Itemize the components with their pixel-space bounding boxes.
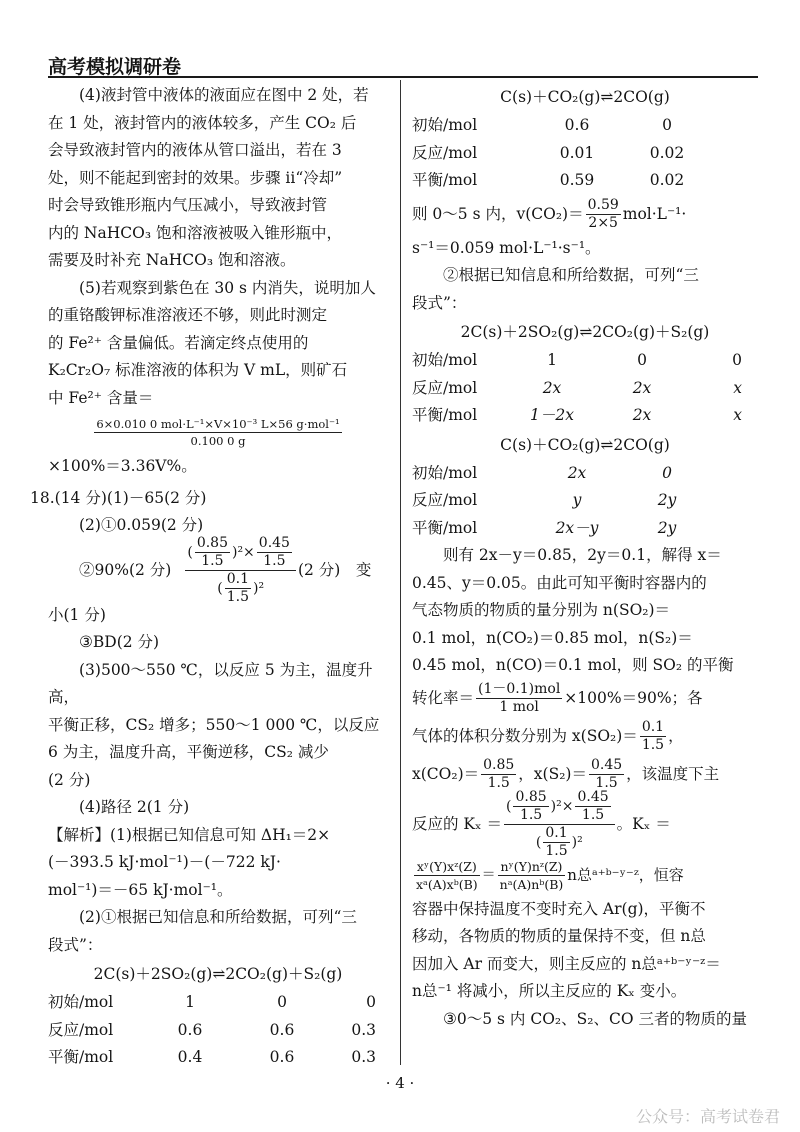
tail-line: n总⁻¹ 将减小，所以主反应的 Kₓ 变小。 [412,982,687,1000]
kx-s2-num: 0.45 [258,535,290,551]
p2-intro: ②根据已知信息和所给数据，可列“三 [443,266,699,284]
watermark: 公众号：高考试卷君 [635,1107,780,1126]
kx-r-a-num: 0.85 [515,789,547,805]
kx-co2-den: 1.5 [226,589,249,605]
q17-5-line: 的 Fe²⁺ 含量偏低。若滴定终点使用的 [48,333,309,352]
table-row [412,515,712,543]
q18-3-line: (2 分) [48,770,91,789]
analysis-line: (2)①根据已知信息和所给数据，可列“三 [79,908,357,926]
table-cell: 2y [657,491,677,509]
xs2-suffix: ，该温度下主 [626,764,720,783]
solve-line: 0.45、y＝0.05。由此可知平衡时容器内的 [412,573,707,592]
q18-3-line: (3)500～550 ℃，以反应 5 为主，温度升高， [48,660,373,706]
kxg-a-num: xʸ(Y)xᶻ(Z) [414,858,480,876]
table-row [412,347,748,375]
solve-line: 则有 2x－y＝0.85，2y＝0.1，解得 x＝ [443,546,722,564]
table-cell: 0.3 [351,1048,376,1066]
table-cell: 0 [662,463,672,482]
kx-r-c-num: 0.1 [545,825,568,841]
q18-3-line: 平衡正移，CS₂ 增多；550～1 000 ℃，以反应 [48,715,380,734]
solve-line: 0.45 mol，n(CO)＝0.1 mol，则 SO₂ 的平衡 [412,656,734,674]
table-row [412,402,748,430]
table-row [48,989,384,1017]
p2-intro: 段式”： [412,293,467,312]
solve-line: 气态物质的物质的量分别为 n(SO₂)＝ [412,601,671,619]
q18-3-line: 6 为主，温度升高，平衡逆移，CS₂ 减少 [48,743,329,761]
xs2-den: 1.5 [595,775,618,791]
kx-so2-den: 1.5 [201,553,224,569]
right-column [412,82,758,1033]
table-cell: 平衡/mol [412,406,478,424]
table-cell: 反应/mol [412,491,478,509]
q18-2-2-cont: 小(1 分) [48,605,106,624]
table-cell: x [733,406,742,424]
q17-4-line: 内的 NaHCO₃ 饱和溶液被吸入锥形瓶中， [48,223,342,242]
kx-prefix: 反应的 Kₓ ＝ [412,814,503,833]
analysis-line: (－393.5 kJ·mol⁻¹)－(－722 kJ· [48,853,281,871]
table-cell: 初始/mol [412,116,478,134]
table-cell: 平衡/mol [48,1048,114,1066]
table-cell: 2x [542,378,562,397]
table-cell: 反应/mol [412,143,478,162]
table-row [412,140,712,168]
xco2-den: 1.5 [487,775,510,791]
table-cell: 2y [657,518,677,537]
q17-4-line: 需要及时补充 NaHCO₃ 饱和溶液。 [48,251,296,269]
fe-content-fraction [48,416,388,449]
table-cell: 0.01 [559,143,595,162]
table-cell: 平衡/mol [412,518,478,537]
equation-1: 2C(s)＋2SO₂(g)⇌2CO₂(g)＋S₂(g) [93,965,343,983]
q18-2-1: (2)①0.059(2 分) [79,516,204,534]
table-cell: 0.02 [649,143,685,162]
q18-2-2-suffix: (2 分) 变 [297,560,372,579]
table-cell: 初始/mol [48,993,114,1011]
table-cell: 初始/mol [412,463,478,482]
table-cell: 1 [185,993,195,1011]
kx-r-c-den: 1.5 [545,843,568,859]
kx-suffix: 。Kₓ ＝ [616,814,671,833]
table-row [412,112,712,140]
q17-4-line: 会导致液封管内的液体从管口溢出，若在 3 [48,141,342,159]
q18-4: (4)路径 2(1 分) [79,798,190,816]
ice-table-3 [412,347,748,430]
tail-line: 容器中保持温度不变时充入 Ar(g)，平衡不 [412,899,706,918]
q18-2-3: ③BD(2 分) [79,633,160,651]
q17-4-line: 处，则不能起到密封的效果。步骤 ii“冷却” [48,168,343,187]
table-cell: x [733,378,742,397]
q18-2-2-row [79,535,388,605]
table-row [412,487,712,515]
q17-result: ×100%＝3.36V%。 [48,457,197,475]
fraction-denominator: 0.100 0 g [190,434,246,448]
kx-r-a-den: 1.5 [519,807,543,823]
rate-den: 2×5 [588,215,618,231]
fraction-numerator: 6×0.010 0 mol·L⁻¹×V×10⁻³ L×56 g·mol⁻¹ [96,417,340,431]
xco2-line [412,756,758,794]
tail-line: ③0～5 s 内 CO₂、S₂、CO 三者的物质的量 [443,1009,747,1028]
table-cell: 0.4 [177,1048,203,1066]
table-cell: 0 [637,351,647,369]
kx-line [412,789,758,859]
conversion-line [412,680,758,718]
q17-5-line: 的重铬酸钾标准溶液还不够，则此时测定 [48,306,328,324]
q17-4-line: 时会导致锥形瓶内气压减小，导致液封管 [48,196,328,214]
rate-num: 0.59 [587,197,619,213]
kx-so2-num: 0.85 [196,535,228,551]
ice-table-4 [412,460,712,543]
table-cell: 0.02 [649,171,685,189]
xco2-num: 0.85 [483,757,515,773]
table-cell: 1－2x [530,406,574,424]
kx-r-b-num: 0.45 [577,789,609,805]
analysis-line: 段式”： [48,935,103,954]
table-cell: 2x [567,463,587,482]
kx-fraction-right: ( $\frac{0.85}{1.5}$ )²× $\frac{0.45}{1.5}$ ( $\frac{0.1}{1.5}$ )² [504,789,615,860]
ice-table-2 [412,112,712,195]
table-cell: y [572,491,582,509]
rate-suffix: mol·L⁻¹· [622,204,687,223]
q17-4-line: 在 1 处，液封管内的液体较多，产生 CO₂ 后 [48,113,357,132]
page-number: · 4 · [385,1074,415,1092]
table-cell: 0.6 [177,1020,203,1039]
table-cell: 0 [732,351,742,369]
table-cell: 0.59 [559,171,595,189]
table-cell: 0.6 [269,1020,295,1039]
analysis-line: mol⁻¹)＝－65 kJ·mol⁻¹。 [48,880,233,899]
table-cell: 2x [632,406,652,424]
kx-r-b-den: 1.5 [581,807,605,823]
table-cell: 0 [277,993,287,1011]
equation-2: C(s)＋CO₂(g)⇌2CO(g) [500,88,670,106]
table-cell: 0 [662,116,672,134]
kx-fraction: ( $\frac{0.85}{1.5}$ )²× $\frac{0.45}{1.5}$ ( $\frac{0.1}{1.5}$ )² [185,535,296,606]
column-divider [400,80,401,1065]
conv-suffix: ×100%＝90%；各 [564,688,703,707]
rate-line-2: s⁻¹＝0.059 mol·L⁻¹·s⁻¹。 [412,238,601,257]
solve-line: 0.1 mol，n(CO₂)＝0.85 mol，n(S₂)＝ [412,628,693,647]
equation-3: 2C(s)＋2SO₂(g)⇌2CO₂(g)＋S₂(g) [460,323,710,341]
kxg-a-den: xᵃ(A)xᵇ(B) [416,877,478,892]
tail-line: 因加入 Ar 而变大，则主反应的 n总ᵃ⁺ᵇ⁻ʸ⁻ᶻ＝ [412,954,721,973]
xso2-den: 1.5 [641,737,665,753]
q17-5-line: 中 Fe²⁺ 含量＝ [48,388,154,407]
table-cell: 0.3 [351,1020,376,1039]
q17-5-line: (5)若观察到紫色在 30 s 内消失，说明加人 [79,278,376,297]
page-header: 高考模拟调研卷 [48,56,182,78]
conv-num: (1－0.1)mol [478,681,561,697]
xso2-prefix: 气体的体积分数分别为 x(SO₂)＝ [412,726,638,745]
rate-prefix: 则 0～5 s 内，v(CO₂)＝ [412,204,584,223]
kxg-b-den: nᵃ(A)nᵇ(B) [499,877,564,892]
table-cell: 平衡/mol [412,171,478,189]
q18-2-2-label: ②90%(2 分) [79,560,172,579]
tail-line: 移动，各物质的物质的量保持不变，但 n总 [412,927,706,945]
table-cell: 反应/mol [48,1020,114,1039]
xs2-prefix: ，x(S₂)＝ [518,764,587,783]
kx-s2-den: 1.5 [263,553,286,569]
table-row [412,375,748,403]
equation-4: C(s)＋CO₂(g)⇌2CO(g) [500,435,670,454]
xs2-num: 0.45 [590,757,623,773]
table-cell: 0.6 [269,1048,295,1066]
xco2-prefix: x(CO₂)＝ [412,764,480,783]
table-row [412,167,712,195]
table-cell: 0 [366,993,376,1011]
kx-general-line: $\frac{\text{xʸ(Y)xᶻ(Z)}}{\text{xᵃ(A)xᵇ(B)}}$ ＝ $\frac{\text{nʸ(Y)nᶻ(Z)}}{\text{nᵃ(A)nᵇ(B)}}$ n总ᵃ⁺ᵇ⁻ʸ⁻ᶻ，恒容 [416,859,684,892]
header-rule [48,76,758,78]
xso2-line: 气体的体积分数分别为 x(SO₂)＝ $\frac{0.1}{1.5}$ ， [412,719,684,753]
rate-line [412,195,758,235]
table-cell: 0.6 [564,116,590,134]
q17-4-line: (4)液封管中液体的液面应在图中 2 处，若 [79,86,369,104]
table-cell: 反应/mol [412,378,478,397]
table-row [48,1017,384,1045]
table-row [48,1044,384,1072]
kx-co2-num: 0.1 [226,571,249,587]
analysis-line: 【解析】(1)根据已知信息可知 ΔH₁＝2× [48,825,331,844]
xso2-num: 0.1 [641,719,665,735]
table-cell: 初始/mol [412,351,478,369]
table-cell: 2x－y [555,518,599,537]
table-row [412,460,712,488]
q17-5-line: K₂Cr₂O₇ 标准溶液的体积为 V mL，则矿石 [48,361,348,379]
q18-head: 18.(14 分)(1)－65(2 分) [30,488,207,507]
kxg-suffix: n总ᵃ⁺ᵇ⁻ʸ⁻ᶻ，恒容 [567,865,684,884]
table-cell: 2x [632,378,652,397]
table-cell: 1 [547,351,557,369]
conv-den: 1 mol [499,699,539,715]
ice-table-1 [48,989,384,1072]
kxg-b-num: nʸ(Y)nᶻ(Z) [498,858,566,876]
conv-prefix: 转化率＝ [412,688,475,707]
left-column [30,82,388,1072]
